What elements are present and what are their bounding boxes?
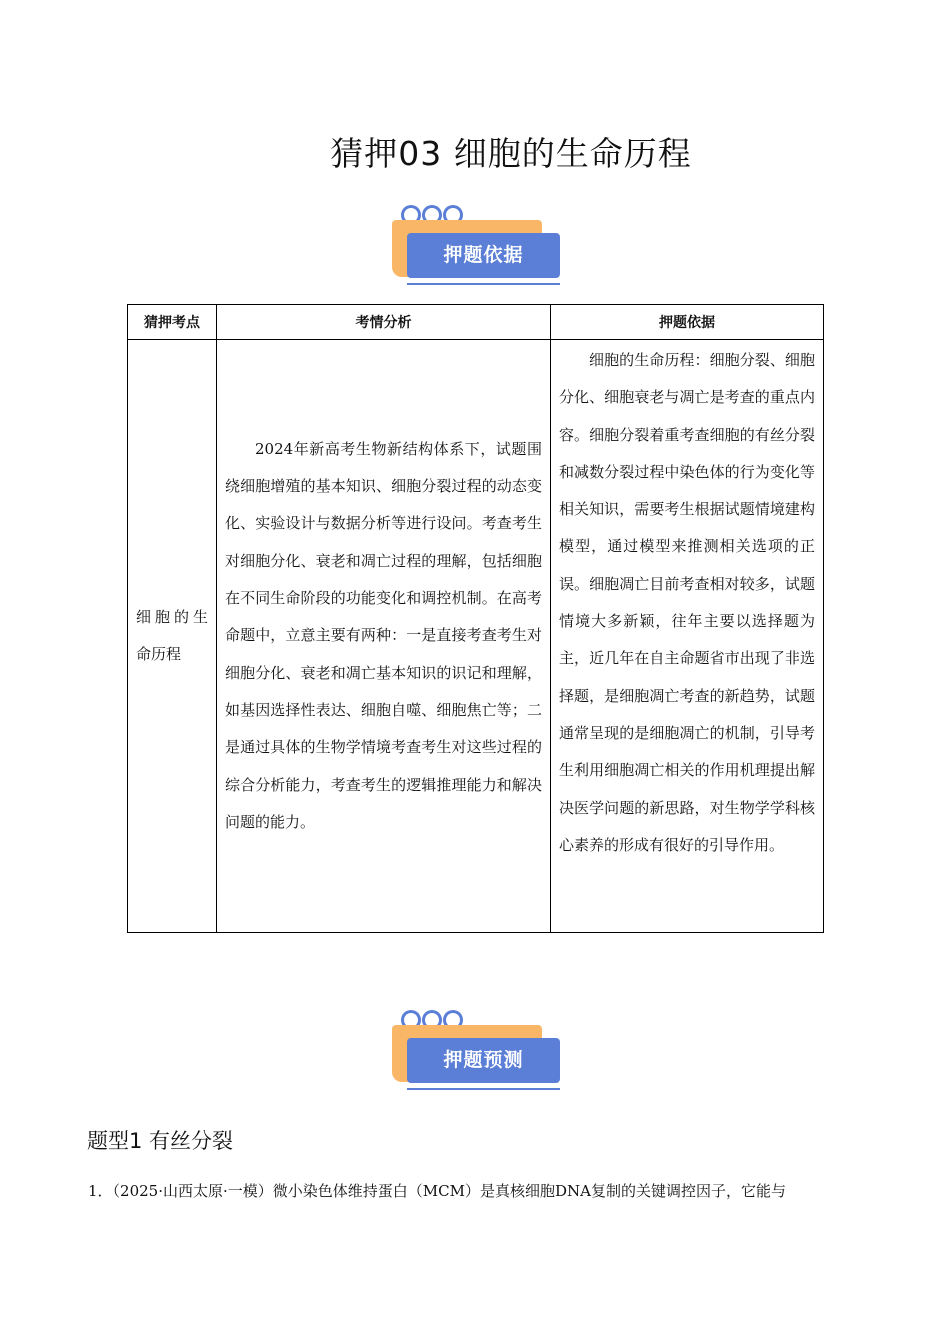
table-row — [128, 340, 824, 933]
cell-basis — [551, 340, 824, 933]
badge-label: 押题依据 — [407, 233, 560, 278]
section-badge-basis — [392, 205, 562, 295]
section-badge-prediction — [392, 1010, 562, 1100]
question-text: （2025·山西太原·一模）微小染色体维持蛋白（MCM）是真核细胞DNA复制的关键调控因子，它能与 — [112, 1182, 786, 1200]
exam-analysis-table — [127, 304, 824, 933]
topic-text: 细胞的生命历程 — [136, 607, 208, 663]
badge-label: 押题预测 — [407, 1038, 560, 1083]
table-header-row — [128, 305, 824, 340]
analysis-text: 2024年新高考生物新结构体系下，试题围绕细胞增殖的基本知识、细胞分裂过程的动态变化、实验设计与数据分析等进行设问。考查考生对细胞分化、衰老和凋亡过程的理解，包括细胞在不同生命阶段的功能变化和调控机制。在高考命题中，立意主要有两种：一是直接考查考生对细胞分化、衰老和凋亡基本知识的识记和理解，如基因选择性表达、细胞自噬、细胞焦亡等；二是通过具体的生物学情境考查考生对这些过程的综合分析能力，考查考生的逻辑推理能力和解决问题的能力。 — [225, 439, 542, 831]
question-number: 1． — [88, 1182, 113, 1200]
question-1 — [88, 1180, 868, 1201]
cell-analysis — [217, 340, 551, 933]
badge-underline — [407, 1088, 560, 1090]
badge-underline — [407, 283, 560, 285]
header-basis: 押题依据 — [551, 305, 824, 340]
page-title: 猜押03 细胞的生命历程 — [330, 134, 692, 173]
basis-text: 细胞的生命历程：细胞分裂、细胞分化、细胞衰老与凋亡是考查的重点内容。细胞分裂着重考查细胞的有丝分裂和减数分裂过程中染色体的行为变化等相关知识，需要考生根据试题情境建构模型，通过模型来推测相关选项的正误。细胞凋亡目前考查相对较多，试题情境大多新颖，往年主要以选择题为主，近几年在自主命题省市出现了非选择题，是细胞凋亡考查的新趋势，试题通常呈现的是细胞凋亡的机制，引导考生利用细胞凋亡相关的作用机理提出解决医学问题的新思路，对生物学学科核心素养的形成有很好的引导作用。 — [559, 351, 815, 854]
cell-topic — [128, 340, 217, 933]
section-title: 题型1 有丝分裂 — [87, 1129, 234, 1153]
header-topic: 猜押考点 — [128, 305, 217, 340]
header-analysis: 考情分析 — [217, 305, 551, 340]
